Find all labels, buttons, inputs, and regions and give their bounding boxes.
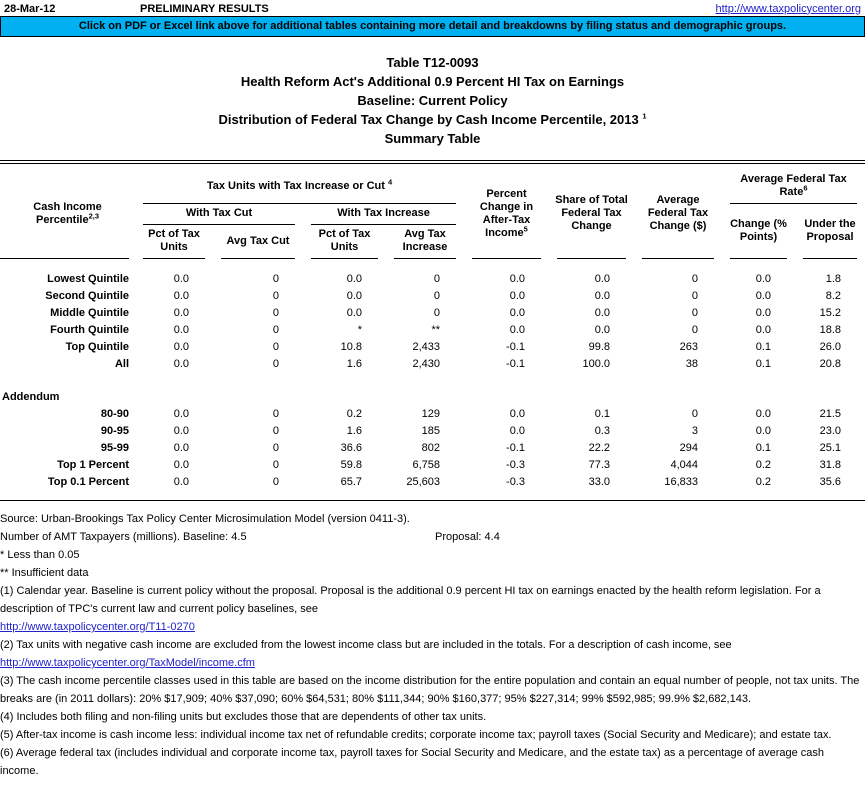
cell: 0 <box>433 273 440 285</box>
table-row <box>0 457 865 474</box>
cell: 10.8 <box>340 341 362 353</box>
footnote-2-link[interactable]: http://www.taxpolicycenter.org/TaxModel/income.cfm <box>0 657 255 669</box>
col-header-under-the-proposal: Under the Proposal <box>795 204 865 259</box>
cell: 6,758 <box>412 459 440 471</box>
cell: 0.0 <box>755 273 771 285</box>
col-group-average-federal-tax-rate: Average Federal Tax Rate$^6$ <box>722 170 865 204</box>
cell: 8.2 <box>825 290 841 302</box>
cell: 36.6 <box>340 442 362 454</box>
cell: 1.6 <box>346 358 362 370</box>
cell: 25,603 <box>406 476 440 488</box>
amt-taxpayers-note <box>0 528 865 546</box>
cell: 294 <box>679 442 698 454</box>
row-label: Fourth Quintile <box>50 324 129 336</box>
cell: 0.0 <box>509 273 525 285</box>
cell: 0 <box>691 324 698 336</box>
summary-table <box>0 160 865 501</box>
distribution-title: Distribution of Federal Tax Change by Cash Income Percentile, 2013 $^1$ <box>218 111 647 127</box>
cell: 0.2 <box>755 476 771 488</box>
cell: 35.6 <box>819 476 841 488</box>
amt-baseline-value: Number of AMT Taxpayers (millions). Baseline: 4.5 <box>0 531 247 543</box>
cell: 15.2 <box>819 307 841 319</box>
footnote-6: (6) Average federal tax (includes individual and corporate income tax, payroll taxes for Social Security and Medicare, and the estate tax) as a percentage of average cash income. <box>0 747 825 777</box>
cell: * <box>357 324 362 336</box>
cell: 0.0 <box>509 324 525 336</box>
col-header-pct-of-tax-units-cut: Pct of Tax Units <box>135 225 213 259</box>
info-banner: Click on PDF or Excel link above for additional tables containing more detail and breakdowns by filing status and demographic groups. <box>0 16 865 37</box>
col-header-avg-tax-increase: Avg Tax Increase <box>386 225 464 259</box>
cell: 23.0 <box>819 425 841 437</box>
table-body <box>0 259 865 491</box>
col-header-average-federal-tax-change: Average Federal Tax Change ($) <box>634 170 722 259</box>
cell: 0.0 <box>509 425 525 437</box>
cell: 0 <box>691 273 698 285</box>
report-title: Health Reform Act's Additional 0.9 Percent HI Tax on Earnings <box>240 74 625 89</box>
cell: 22.2 <box>588 442 610 454</box>
col-header-cash-income-percentile: Cash Income Percentile$^{2,3}$ <box>0 170 135 259</box>
cell: -0.1 <box>506 358 525 370</box>
cell: 25.1 <box>819 442 841 454</box>
table-row <box>0 423 865 440</box>
cell: 0.2 <box>755 459 771 471</box>
cell: 0.1 <box>594 408 610 420</box>
col-group-with-tax-cut: With Tax Cut <box>135 204 303 225</box>
cell: 0.0 <box>755 290 771 302</box>
cell: 21.5 <box>819 408 841 420</box>
cell: 0 <box>272 358 279 370</box>
footnote-2: (2) Tax units with negative cash income are excluded from the lowest income class but are included in the totals. For a description of cash income, see <box>0 639 732 651</box>
cell: 0 <box>691 307 698 319</box>
cell: 2,430 <box>412 358 440 370</box>
cell: 0.0 <box>173 442 189 454</box>
cell: 0.0 <box>173 459 189 471</box>
taxpolicycenter-link[interactable]: http://www.taxpolicycenter.org <box>715 2 861 15</box>
cell: 0 <box>433 290 440 302</box>
cell: 0.0 <box>173 341 189 353</box>
cell: 0.0 <box>594 290 610 302</box>
baseline-title: Baseline: Current Policy <box>357 93 508 108</box>
cell: 0.0 <box>594 324 610 336</box>
cell: 0.0 <box>755 307 771 319</box>
cell: -0.3 <box>506 459 525 471</box>
row-label: All <box>114 358 129 370</box>
summary-table-title: Summary Table <box>384 131 481 146</box>
cell: 802 <box>421 442 440 454</box>
cell: 0.0 <box>594 307 610 319</box>
cell: 0 <box>272 341 279 353</box>
table-row <box>0 288 865 305</box>
cell: 0.0 <box>173 273 189 285</box>
table-row <box>0 406 865 423</box>
footnotes <box>0 510 865 780</box>
col-header-pct-of-tax-units-increase: Pct of Tax Units <box>303 225 386 259</box>
table-row <box>0 322 865 339</box>
footnote-4: (4) Includes both filing and non-filing units but excludes those that are dependents of other tax units. <box>0 711 487 723</box>
cell: 0 <box>272 307 279 319</box>
insufficient-data-note: ** Insufficient data <box>0 567 89 579</box>
addendum-label: Addendum <box>2 391 60 403</box>
cell: 4,044 <box>670 459 698 471</box>
cell: 0 <box>691 408 698 420</box>
preliminary-results-label: PRELIMINARY RESULTS <box>140 2 269 15</box>
spacer-row <box>0 259 865 271</box>
table-row <box>0 305 865 322</box>
cell: 16,833 <box>664 476 698 488</box>
table-row <box>0 356 865 373</box>
cell: 100.0 <box>582 358 610 370</box>
cell: 0.1 <box>755 358 771 370</box>
cell: 0.0 <box>173 290 189 302</box>
row-label: Top Quintile <box>65 341 129 353</box>
source-note: Source: Urban-Brookings Tax Policy Center Microsimulation Model (version 0411-3). <box>0 513 410 525</box>
cell: 0.0 <box>173 425 189 437</box>
row-label: Lowest Quintile <box>47 273 129 285</box>
cell: 0.0 <box>509 307 525 319</box>
cell: 99.8 <box>588 341 610 353</box>
cell: 59.8 <box>340 459 362 471</box>
col-group-with-tax-increase: With Tax Increase <box>303 204 464 225</box>
cell: 1.8 <box>825 273 841 285</box>
row-label: 95-99 <box>100 442 129 454</box>
cell: 0 <box>272 459 279 471</box>
cell: 65.7 <box>340 476 362 488</box>
cell: 0.0 <box>173 307 189 319</box>
cell: 3 <box>691 425 698 437</box>
addendum-header-row <box>0 389 865 406</box>
cell: 129 <box>421 408 440 420</box>
cell: 0 <box>272 273 279 285</box>
cell: 0.0 <box>755 408 771 420</box>
cell: 0.0 <box>755 324 771 336</box>
col-group-tax-units-increase-or-cut: Tax Units with Tax Increase or Cut $^4$ <box>135 170 464 204</box>
cell: 0 <box>272 442 279 454</box>
cell: 0.0 <box>173 358 189 370</box>
cell: -0.1 <box>506 442 525 454</box>
row-label: Top 1 Percent <box>57 459 129 471</box>
cell: 0 <box>433 307 440 319</box>
table-row <box>0 339 865 356</box>
cell: 0 <box>272 476 279 488</box>
footnote-3: (3) The cash income percentile classes used in this table are based on the income distribution for the entire population and contain an equal number of people, not tax units. The breaks are (in 2011 dollars): 20% $17,909; 40% $37,090; 60% $64,531; 80% $111,344; 90% $160,377; 95% $227,314; 99% $592,985; 99.9% $2,682,143. <box>0 675 860 705</box>
row-label: Top 0.1 Percent <box>47 476 129 488</box>
cell: 0.0 <box>346 307 362 319</box>
cell: 0.0 <box>173 324 189 336</box>
row-label: Second Quintile <box>45 290 129 302</box>
cell: -0.1 <box>506 341 525 353</box>
cell: 77.3 <box>588 459 610 471</box>
cell: 33.0 <box>588 476 610 488</box>
cell: 0.3 <box>594 425 610 437</box>
cell: 0.0 <box>346 273 362 285</box>
cell: 31.8 <box>819 459 841 471</box>
amt-proposal-value: Proposal: 4.4 <box>435 531 500 543</box>
cell: 26.0 <box>819 341 841 353</box>
footnote-1: (1) Calendar year. Baseline is current policy without the proposal. Proposal is the additional 0.9 percent HI tax on earnings enacted by the health reform legislation. For a description of TPC's current law and current policy baselines, see <box>0 585 821 615</box>
report-date: 28-Mar-12 <box>4 2 56 15</box>
col-header-rate-change-points: Change (% Points) <box>722 204 795 259</box>
cell: -0.3 <box>506 476 525 488</box>
row-label: Middle Quintile <box>50 307 129 319</box>
col-header-pct-change-after-tax-income: Percent Change in After-Tax Income$^5$ <box>464 170 549 259</box>
cell: 20.8 <box>819 358 841 370</box>
cell: 2,433 <box>412 341 440 353</box>
cell: 0 <box>272 408 279 420</box>
cell: ** <box>431 324 440 336</box>
cell: 185 <box>421 425 440 437</box>
cell: 0.0 <box>173 476 189 488</box>
table-row <box>0 440 865 457</box>
cell: 0.0 <box>346 290 362 302</box>
cell: 0 <box>272 324 279 336</box>
cell: 0.2 <box>346 408 362 420</box>
footnote-5: (5) After-tax income is cash income less: individual income tax net of refundable credits; corporate income tax; payroll taxes (Social Security and Medicare); and estate tax. <box>0 729 832 741</box>
col-header-avg-tax-cut: Avg Tax Cut <box>213 225 303 259</box>
row-label: 90-95 <box>100 425 129 437</box>
row-label: 80-90 <box>100 408 129 420</box>
cell: 263 <box>679 341 698 353</box>
cell: 0.0 <box>755 425 771 437</box>
table-number-title: Table T12-0093 <box>386 55 479 70</box>
cell: 0.0 <box>173 408 189 420</box>
cell: 0.0 <box>509 408 525 420</box>
table-header <box>0 170 865 259</box>
cell: 38 <box>685 358 698 370</box>
cell: 0.1 <box>755 442 771 454</box>
cell: 0 <box>272 425 279 437</box>
spacer-row <box>0 373 865 389</box>
cell: 0.0 <box>509 290 525 302</box>
cell: 18.8 <box>819 324 841 336</box>
col-header-share-total-federal-tax-change: Share of Total Federal Tax Change <box>549 170 634 259</box>
cell: 0.1 <box>755 341 771 353</box>
footnote-1-link[interactable]: http://www.taxpolicycenter.org/T11-0270 <box>0 621 195 633</box>
table-row <box>0 474 865 491</box>
top-bar <box>0 0 865 16</box>
cell: 0 <box>272 290 279 302</box>
cell: 1.6 <box>346 425 362 437</box>
table-row <box>0 271 865 288</box>
cell: 0.0 <box>594 273 610 285</box>
title-block <box>0 53 865 148</box>
cell: 0 <box>691 290 698 302</box>
less-than-note: * Less than 0.05 <box>0 549 80 561</box>
